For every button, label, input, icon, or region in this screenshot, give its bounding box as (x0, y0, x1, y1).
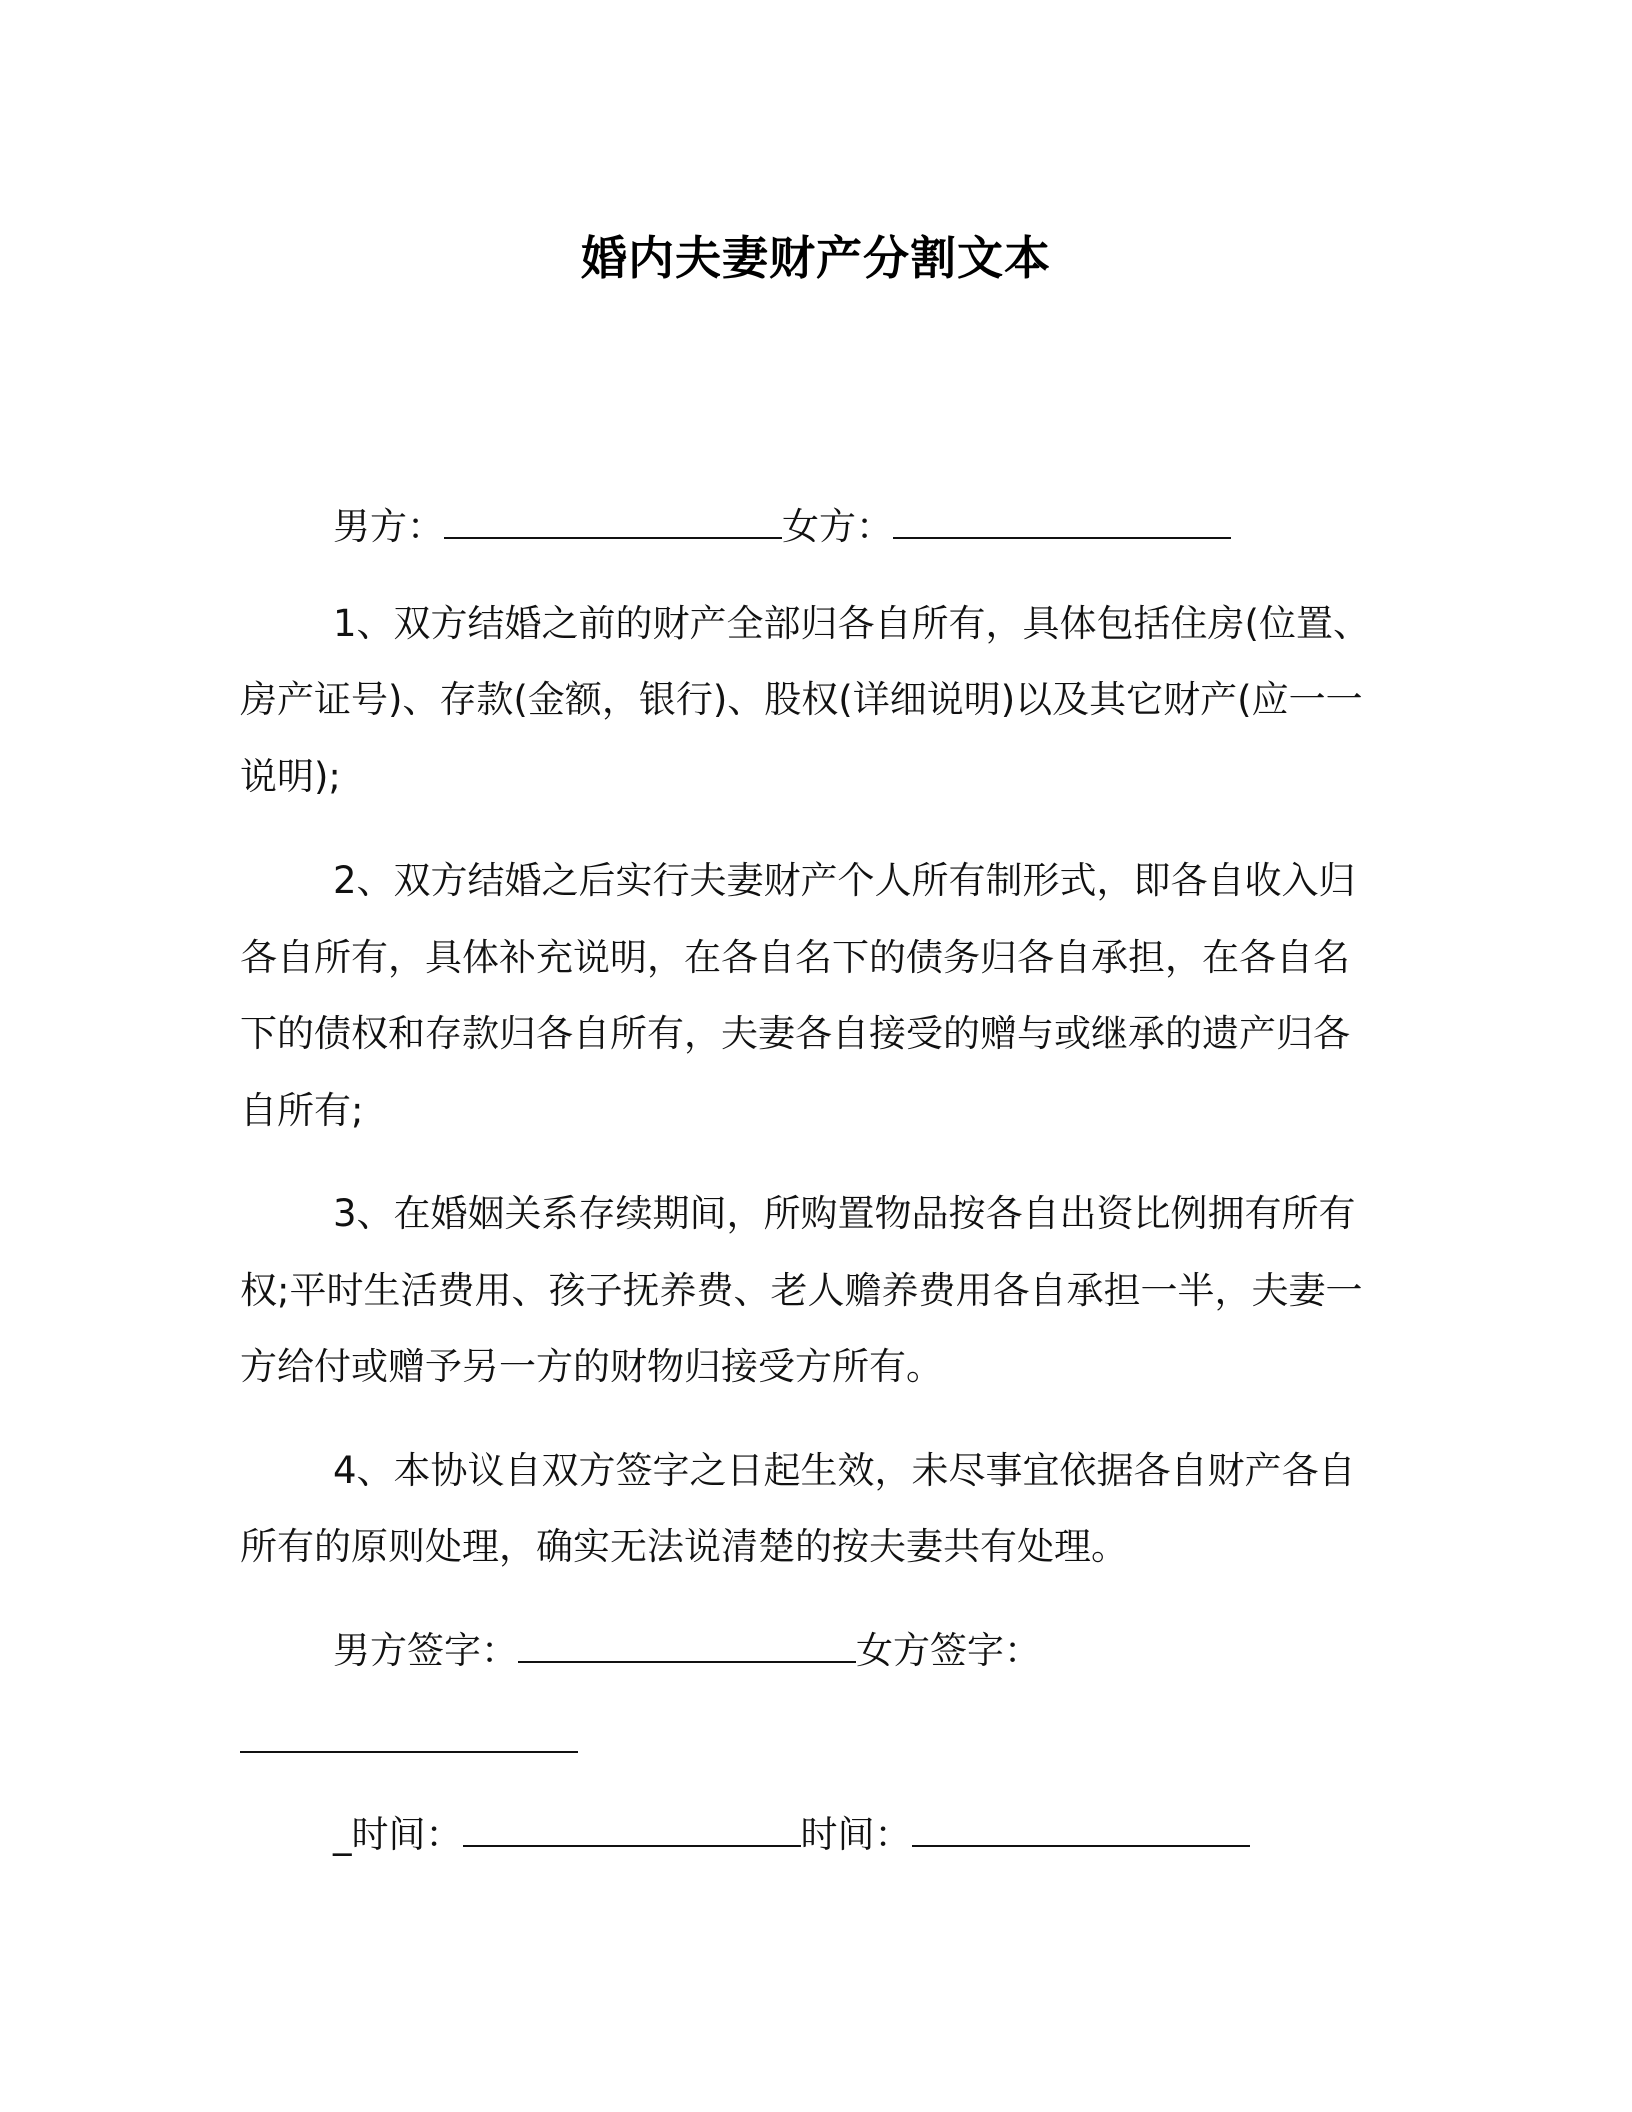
clause-3-line-2: 权;平时生活费用、孩子抚养费、老人赡养费用各自承担一半，夫妻一 (240, 1269, 1363, 1312)
male-signature-blank (518, 1631, 856, 1663)
female-signature-blank-line (240, 1716, 578, 1766)
female-signature-label: 女方签字： (856, 1629, 1041, 1672)
female-signature-blank (240, 1721, 578, 1753)
male-party-label: 男方： (333, 505, 444, 548)
time-blank-2 (912, 1815, 1250, 1847)
time-line (333, 1810, 1250, 1860)
clause-3-line-3: 方给付或赠予另一方的财物归接受方所有。 (240, 1345, 943, 1388)
clause-2-line-3: 下的债权和存款归各自所有，夫妻各自接受的赠与或继承的遗产归各 (240, 1012, 1350, 1055)
clause-1-line-1: 1、双方结婚之前的财产全部归各自所有，具体包括住房(位置、 (333, 602, 1370, 645)
clause-3-line-1: 3、在婚姻关系存续期间，所购置物品按各自出资比例拥有所有 (333, 1192, 1356, 1235)
time-blank-1 (463, 1815, 801, 1847)
male-party-blank (444, 507, 782, 539)
clause-2-line-1: 2、双方结婚之后实行夫妻财产个人所有制形式，即各自收入归 (333, 859, 1356, 902)
time-prefix: _ (333, 1813, 352, 1856)
female-party-label: 女方： (782, 505, 893, 548)
parties-line (333, 502, 1231, 552)
time-label-1: 时间： (351, 1813, 463, 1856)
male-signature-label: 男方签字： (333, 1629, 518, 1672)
clause-4-line-1: 4、本协议自双方签字之日起生效，未尽事宜依据各自财产各自 (333, 1449, 1356, 1492)
time-label-2: 时间： (800, 1813, 912, 1856)
female-party-blank (893, 507, 1231, 539)
clause-4-line-2: 所有的原则处理，确实无法说清楚的按夫妻共有处理。 (240, 1525, 1128, 1568)
clause-2-line-4: 自所有; (240, 1089, 364, 1132)
clause-1-line-3: 说明); (240, 755, 341, 798)
clause-1-line-2: 房产证号)、存款(金额，银行)、股权(详细说明)以及其它财产(应一一 (240, 678, 1363, 721)
clause-2-line-2: 各自所有，具体补充说明，在各自名下的债务归各自承担，在各自名 (240, 936, 1350, 979)
document-title: 婚内夫妻财产分割文本 (581, 231, 1051, 285)
signature-line (333, 1626, 1041, 1676)
